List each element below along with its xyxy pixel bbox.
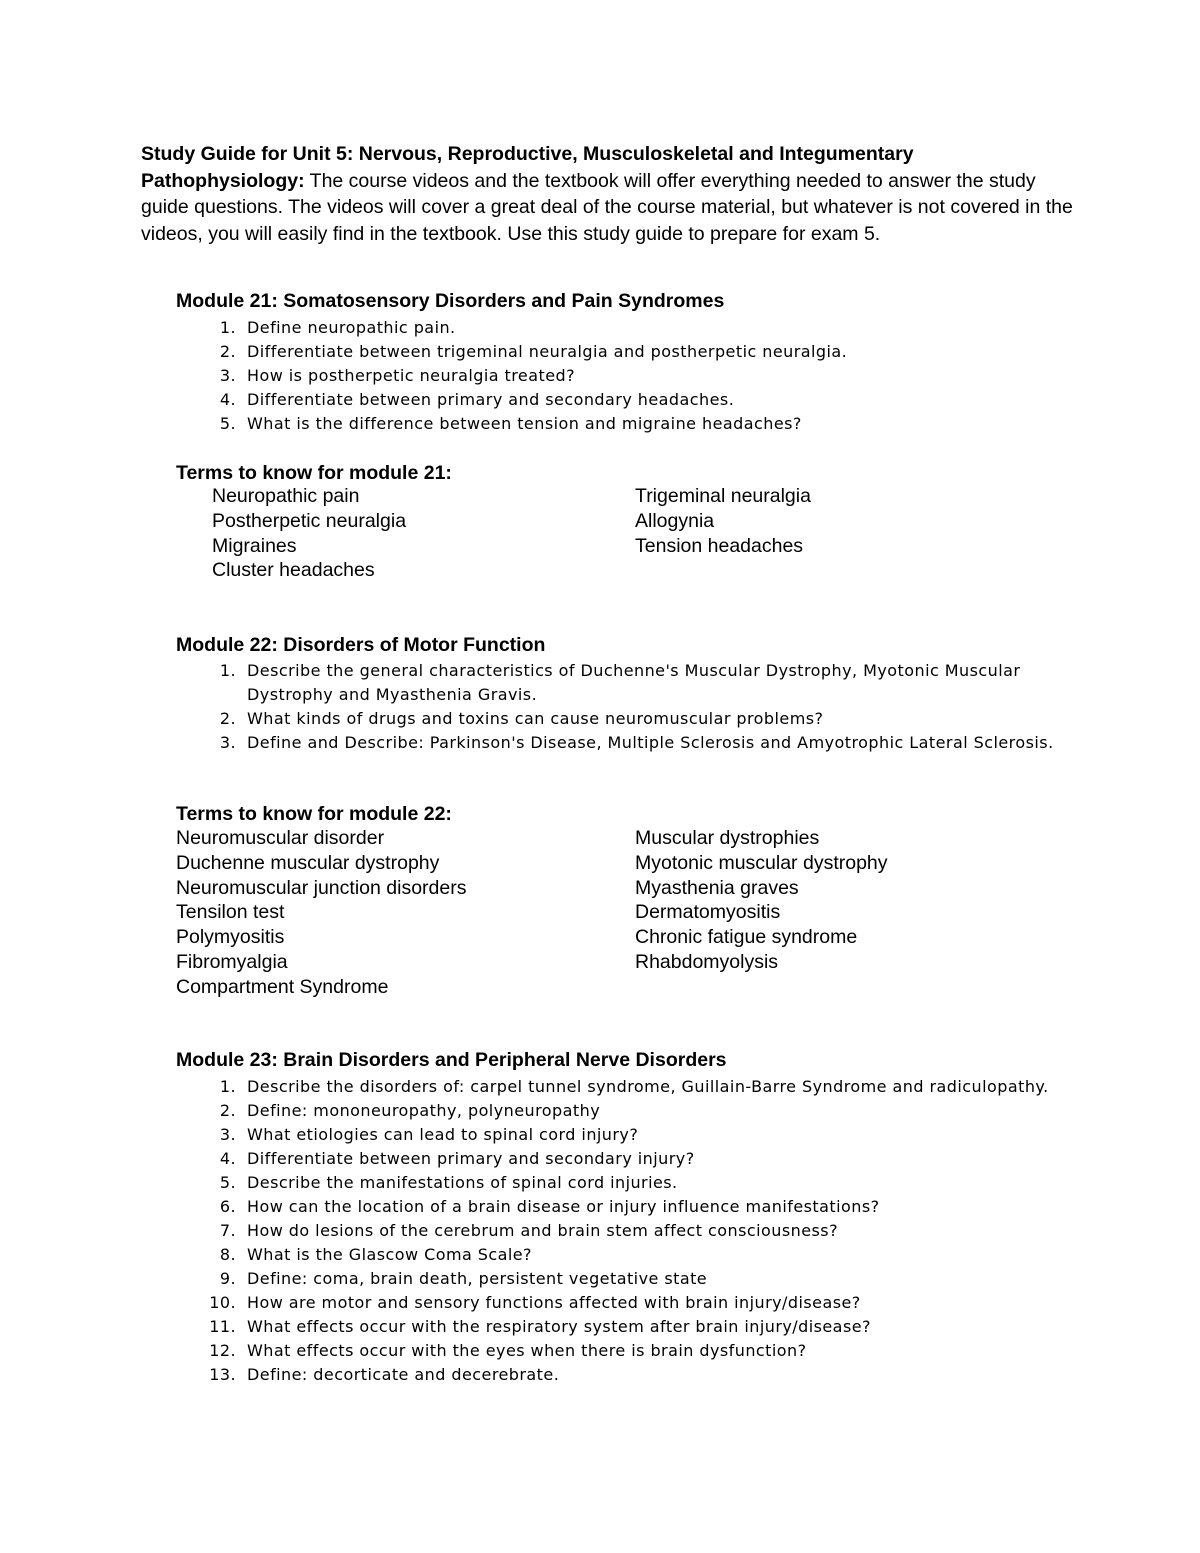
- question-item: 5. What is the difference between tension and migraine headaches?: [219, 414, 802, 433]
- term-item: Allogynia: [635, 509, 715, 532]
- term-item: Neuromuscular disorder: [176, 827, 385, 849]
- intro-paragraph: [141, 141, 1081, 247]
- question-item: 5. Describe the manifestations of spinal cord injuries.: [219, 1173, 678, 1192]
- term-item: Polymyositis: [176, 926, 285, 949]
- term-item: Migraines: [212, 534, 297, 557]
- module-22-questions: [176, 659, 1076, 755]
- question-item: 3. Define and Describe: Parkinson's Disease, Multiple Sclerosis and Amyotrophic Lateral Sclerosis.: [219, 733, 1054, 752]
- question-item: 12. What effects occur with the eyes when there is brain dysfunction?: [209, 1341, 807, 1360]
- term-item: Myasthenia graves: [635, 876, 799, 899]
- question-item: 13. Define: decorticate and decerebrate.: [209, 1365, 560, 1384]
- term-item: Neuropathic pain: [212, 485, 360, 507]
- question-item: 4. Differentiate between primary and secondary headaches.: [219, 390, 735, 409]
- module-21-title: Module 21: Somatosensory Disorders and Pain Syndromes: [176, 290, 725, 312]
- question-item: 10. How are motor and sensory functions affected with brain injury/disease?: [209, 1293, 861, 1312]
- question-item: 4. Differentiate between primary and secondary injury?: [219, 1149, 695, 1168]
- module-22-terms: [176, 826, 1076, 1000]
- question-item: 3. How is postherpetic neuralgia treated?: [219, 366, 576, 385]
- term-item: Tensilon test: [176, 901, 285, 924]
- module-23-title: Module 23: Brain Disorders and Peripheral Nerve Disorders: [176, 1049, 727, 1071]
- question-item: 1. Describe the general characteristics of Duchenne's Muscular Dystrophy, Myotonic Muscular Dystrophy and Myasthenia Gravis.: [219, 661, 1021, 704]
- term-item: Chronic fatigue syndrome: [635, 926, 858, 949]
- term-item: Rhabdomyolysis: [635, 950, 779, 973]
- question-item: 2. What kinds of drugs and toxins can cause neuromuscular problems?: [219, 709, 824, 728]
- question-item: 1. Describe the disorders of: carpel tunnel syndrome, Guillain-Barre Syndrome and radiculopathy.: [219, 1077, 1049, 1096]
- intro-title: Study Guide for Unit 5: Nervous, Reproductive, Musculoskeletal and Integumentary Pathophysiology:: [141, 143, 914, 192]
- question-item: 2. Differentiate between trigeminal neuralgia and postherpetic neuralgia.: [219, 342, 848, 361]
- term-item: Postherpetic neuralgia: [212, 509, 407, 532]
- intro-text: The course videos and the textbook will offer everything needed to answer the study guide questions. The videos will cover a great deal of the course material, but whatever is not covered in the videos, you will easily find in the textbook. Use this study guide to prepare for exam 5.: [141, 169, 1073, 245]
- term-item: Neuromuscular junction disorders: [176, 876, 467, 899]
- term-item: Compartment Syndrome: [176, 975, 389, 998]
- question-item: 8. What is the Glascow Coma Scale?: [219, 1245, 533, 1264]
- module-22-terms-title: Terms to know for module 22:: [176, 803, 452, 825]
- question-item: 3. What etiologies can lead to spinal cord injury?: [219, 1125, 639, 1144]
- term-item: Myotonic muscular dystrophy: [635, 851, 888, 874]
- question-item: 1. Define neuropathic pain.: [219, 318, 456, 337]
- question-item: 11. What effects occur with the respiratory system after brain injury/disease?: [209, 1317, 871, 1336]
- term-item: Trigeminal neuralgia: [635, 485, 811, 507]
- question-item: 2. Define: mononeuropathy, polyneuropathy: [219, 1101, 601, 1120]
- term-item: Dermatomyositis: [635, 901, 781, 924]
- term-item: Tension headaches: [635, 534, 804, 557]
- term-item: Muscular dystrophies: [635, 827, 820, 849]
- term-item: Cluster headaches: [212, 559, 375, 582]
- question-item: 9. Define: coma, brain death, persistent vegetative state: [219, 1269, 708, 1288]
- question-item: 7. How do lesions of the cerebrum and brain stem affect consciousness?: [219, 1221, 839, 1240]
- term-item: Duchenne muscular dystrophy: [176, 851, 440, 874]
- term-item: Fibromyalgia: [176, 950, 288, 973]
- module-21-terms-title: Terms to know for module 21:: [176, 462, 452, 484]
- module-21-terms: [212, 484, 1112, 583]
- module-22-title: Module 22: Disorders of Motor Function: [176, 634, 546, 656]
- module-21-questions: [176, 316, 1076, 436]
- module-23-questions: [176, 1075, 1076, 1387]
- question-item: 6. How can the location of a brain disease or injury influence manifestations?: [219, 1197, 880, 1216]
